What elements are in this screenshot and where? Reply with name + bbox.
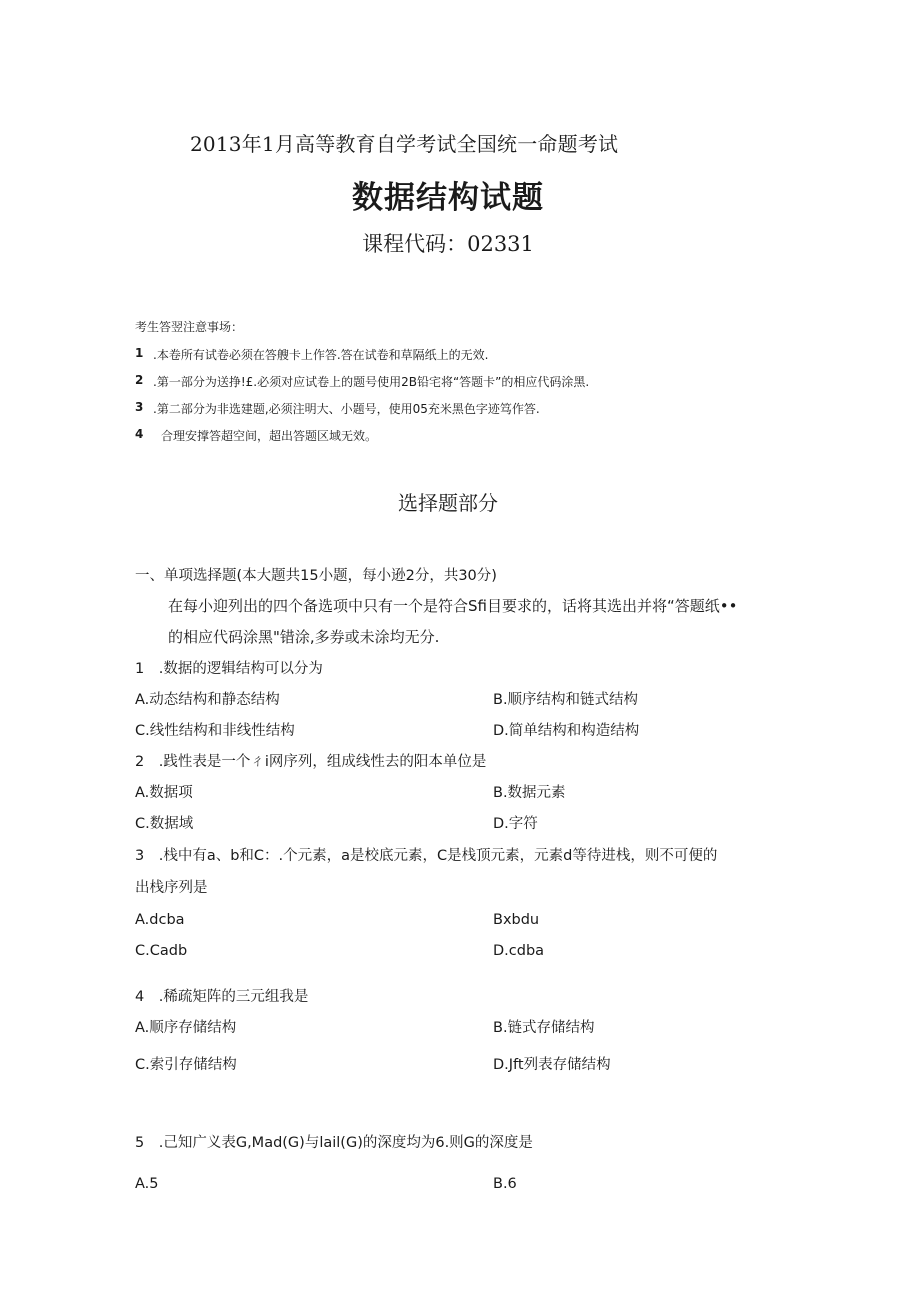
option-b: B.数据元素 [493, 785, 566, 801]
option-b: B.顺序结构和链式结构 [493, 692, 639, 708]
question-stem: 5 .己知广义表G,Mad(G)与lail(G)的深度均为6.则G的深度是 [135, 1135, 533, 1151]
option-a: A.数据项 [135, 785, 193, 801]
course-code: 课程代码：02331 [362, 232, 534, 256]
option-c: C.索引存储结构 [135, 1057, 237, 1073]
option-d: D.Jft列表存储结构 [493, 1057, 611, 1073]
question-stem-continued: 出栈序列是 [135, 880, 208, 896]
section-title: 选择题部分 [398, 491, 498, 515]
notice-number: 3 [135, 400, 144, 414]
option-d: D.简单结构和构造结构 [493, 723, 640, 739]
option-a: A.dcba [135, 912, 185, 928]
option-c: C.Cadb [135, 943, 188, 959]
exam-title: 数据结构试题 [352, 180, 544, 216]
notice-heading: 考生答翌注意事场： [135, 320, 244, 334]
notice-number: 1 [135, 346, 144, 360]
option-d: D.字符 [493, 816, 538, 832]
option-a: A.动态结构和静态结构 [135, 692, 280, 708]
notice-text: 合理安撑答超空间，超出答题区域无效。 [161, 429, 378, 443]
option-b: B.6 [493, 1176, 517, 1192]
question-stem: 1 .数据的逻辑结构可以分为 [135, 661, 323, 677]
notice-number: 2 [135, 373, 144, 387]
option-c: C.线性结构和非线性结构 [135, 723, 295, 739]
option-b: Bxbdu [493, 912, 540, 928]
option-c: C.数据域 [135, 816, 194, 832]
part-heading: 一、单项选择题(本大题共15小题，每小逊2分，共30分) [135, 568, 497, 584]
option-d: D.cdba [493, 943, 545, 959]
question-stem: 2 .践性表是一个ㄔi网序列，组成线性去的阳本单位是 [135, 754, 487, 770]
notice-text: .本卷所有试卷必须在答艘卡上作答.答在试卷和草隔纸上的无效. [153, 348, 489, 362]
instruction-line-2: 的相应代码涂黑"错涂,多券或未涂均无分. [168, 628, 440, 646]
option-b: B.链式存储结构 [493, 1020, 595, 1036]
notice-number: 4 [135, 427, 144, 441]
exam-header-line: 2013年1月高等教育自学考试全国统一命题考试 [190, 132, 619, 156]
instruction-line-1: 在每小迎列出的四个备选项中只有一个是符合Sfi目要求的，话将其选出并将“答题纸•• [168, 597, 738, 615]
option-a: A.5 [135, 1176, 159, 1192]
notice-text: .第二部分为非选建题,必须注明大、小题号，使用05充米黑色字迹笃作答. [153, 402, 540, 416]
question-stem: 4 .稀疏矩阵的三元组我是 [135, 989, 309, 1005]
option-a: A.顺序存储结构 [135, 1020, 237, 1036]
notice-text: .第一部分为送挣!£.必须对应试卷上的题号使用2B铅宅将“答题卡”的相应代码涂黑. [153, 375, 590, 389]
question-stem: 3 .栈中有a、b和C：.个元素，a是校底元素，C是栈顶元素，元素d等待进栈，则不可便的 [135, 848, 718, 864]
